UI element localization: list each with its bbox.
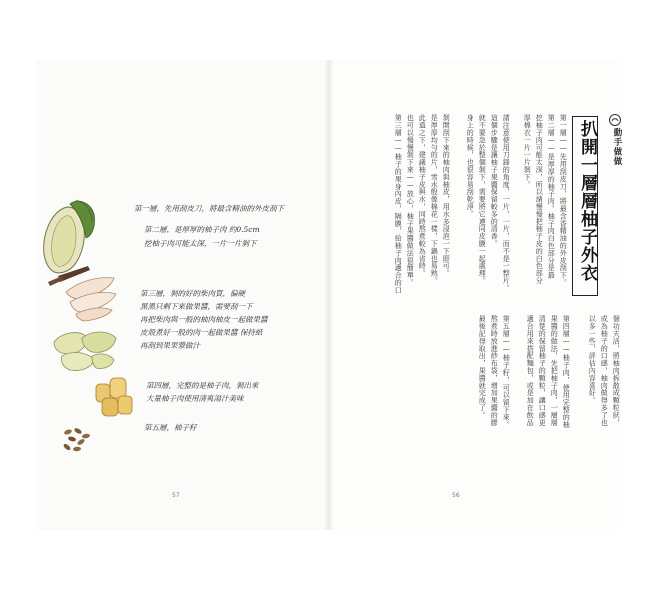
body-column: 是厚厚均勻的片，雪水般像棉花一樣，下鍋也易熟。: [430, 114, 439, 285]
body-column: 第三層——柚子的果身內皮，隔膜，給柚子肉適合的口: [394, 114, 403, 294]
body-column: 果醬的做法，先把柚子肉，一層層: [550, 315, 559, 426]
note-layer-1: 第一層，先用刮皮刀，將最含精油的外皮刮下: [134, 204, 284, 213]
note-layer-3b: 黑黑只剩下來做果醬，需要刮一下: [140, 302, 253, 311]
body-column: 就不要急於整個剝下，需要將它連同皮膜一起處理。: [478, 114, 487, 285]
body-column: 身上的時候，也很容易刮乾淨。: [466, 114, 475, 218]
body-column: 這個步驟是讓柚子果醬保留較多的清香。: [490, 114, 499, 248]
body-column: 請注意使用刀鋒的角度，一片，一片，而不是一整片。: [502, 114, 511, 292]
body-column: 也可以慢慢剝下來——放心，柚子果醬做法很簡單。: [406, 114, 415, 287]
body-column: 第五層——柚子籽，可以留下來。: [502, 315, 511, 428]
body-column: 適合用來搭配麵包，或是加在飲品: [526, 315, 535, 426]
body-column: 第二層——是厚厚的柚子肉。柚子肉白色部分是最: [547, 114, 556, 279]
body-column: 最後記得取出，果醬就完成了。: [478, 315, 487, 419]
note-layer-2b: 挖柚子肉可能太深，一片一片剝下: [144, 239, 257, 248]
body-column: 成為柚子的口感，柚肉做得多了也: [600, 315, 609, 426]
left-page: [36, 60, 329, 530]
body-column: 第一層——先用刮皮刀，將最含香精油的外皮刮下。: [559, 114, 568, 287]
body-column: 厚棉衣一片一片剝下。: [523, 114, 532, 188]
body-column: 個功夫活，將柚肉拆散成顆粒狀，: [612, 315, 621, 426]
note-layer-5: 第五層，柚子籽: [144, 423, 197, 432]
body-column: 第四層——柚子肉，使用完整的柚: [562, 315, 571, 428]
pomelo-seeds-icon: [60, 426, 92, 454]
page-number-right: 56: [452, 492, 460, 499]
note-layer-2: 第二層，是厚厚的柚子肉 約0.5cm: [144, 225, 260, 234]
note-layer-3e: 再刮到果果漿做汁: [140, 341, 200, 350]
body-column: 熬煮時放進紗布袋，增加果醬的膠: [490, 315, 499, 426]
pomelo-membrane-icon: [52, 324, 118, 374]
note-layer-4b: 大量柚子肉使用清爽湯汁美味: [146, 394, 244, 403]
body-column: 清楚的保留柚子的顆粒，讓口感更: [538, 315, 547, 426]
hand-icon: [608, 113, 622, 127]
note-layer-3: 第三層，剝的好的柴肉質，偏硬: [140, 289, 245, 298]
page-number-left: 57: [172, 492, 180, 499]
note-layer-4: 第四層，完整的是柚子肉，剝出來: [146, 381, 259, 390]
section-label: 動手做做: [612, 128, 622, 166]
pomelo-pith-icon: [62, 272, 120, 324]
body-column: 以多一些，評估內容喜好。: [588, 315, 597, 404]
body-column: 剝開刮下來的柚肉與柚皮，用水多浸泡一下即可。: [442, 114, 451, 277]
body-column: 挖柚子肉可能太深，所以請慢慢把柚子皮的白色部分: [535, 114, 544, 285]
note-layer-3d: 皮殼煮好一般的肉一起做果醬 保持紙: [140, 328, 263, 337]
gutter-shadow: [324, 60, 334, 530]
page-title: 扒開一層層柚子外衣: [577, 120, 597, 282]
pomelo-segment-icon: [92, 376, 138, 420]
note-layer-3c: 再把柴肉與一般的柚肉柚皮一起做果醬: [140, 315, 268, 324]
body-column: 此道之下，建議柚子皮與水，同時熬煮較為省時。: [418, 114, 427, 277]
